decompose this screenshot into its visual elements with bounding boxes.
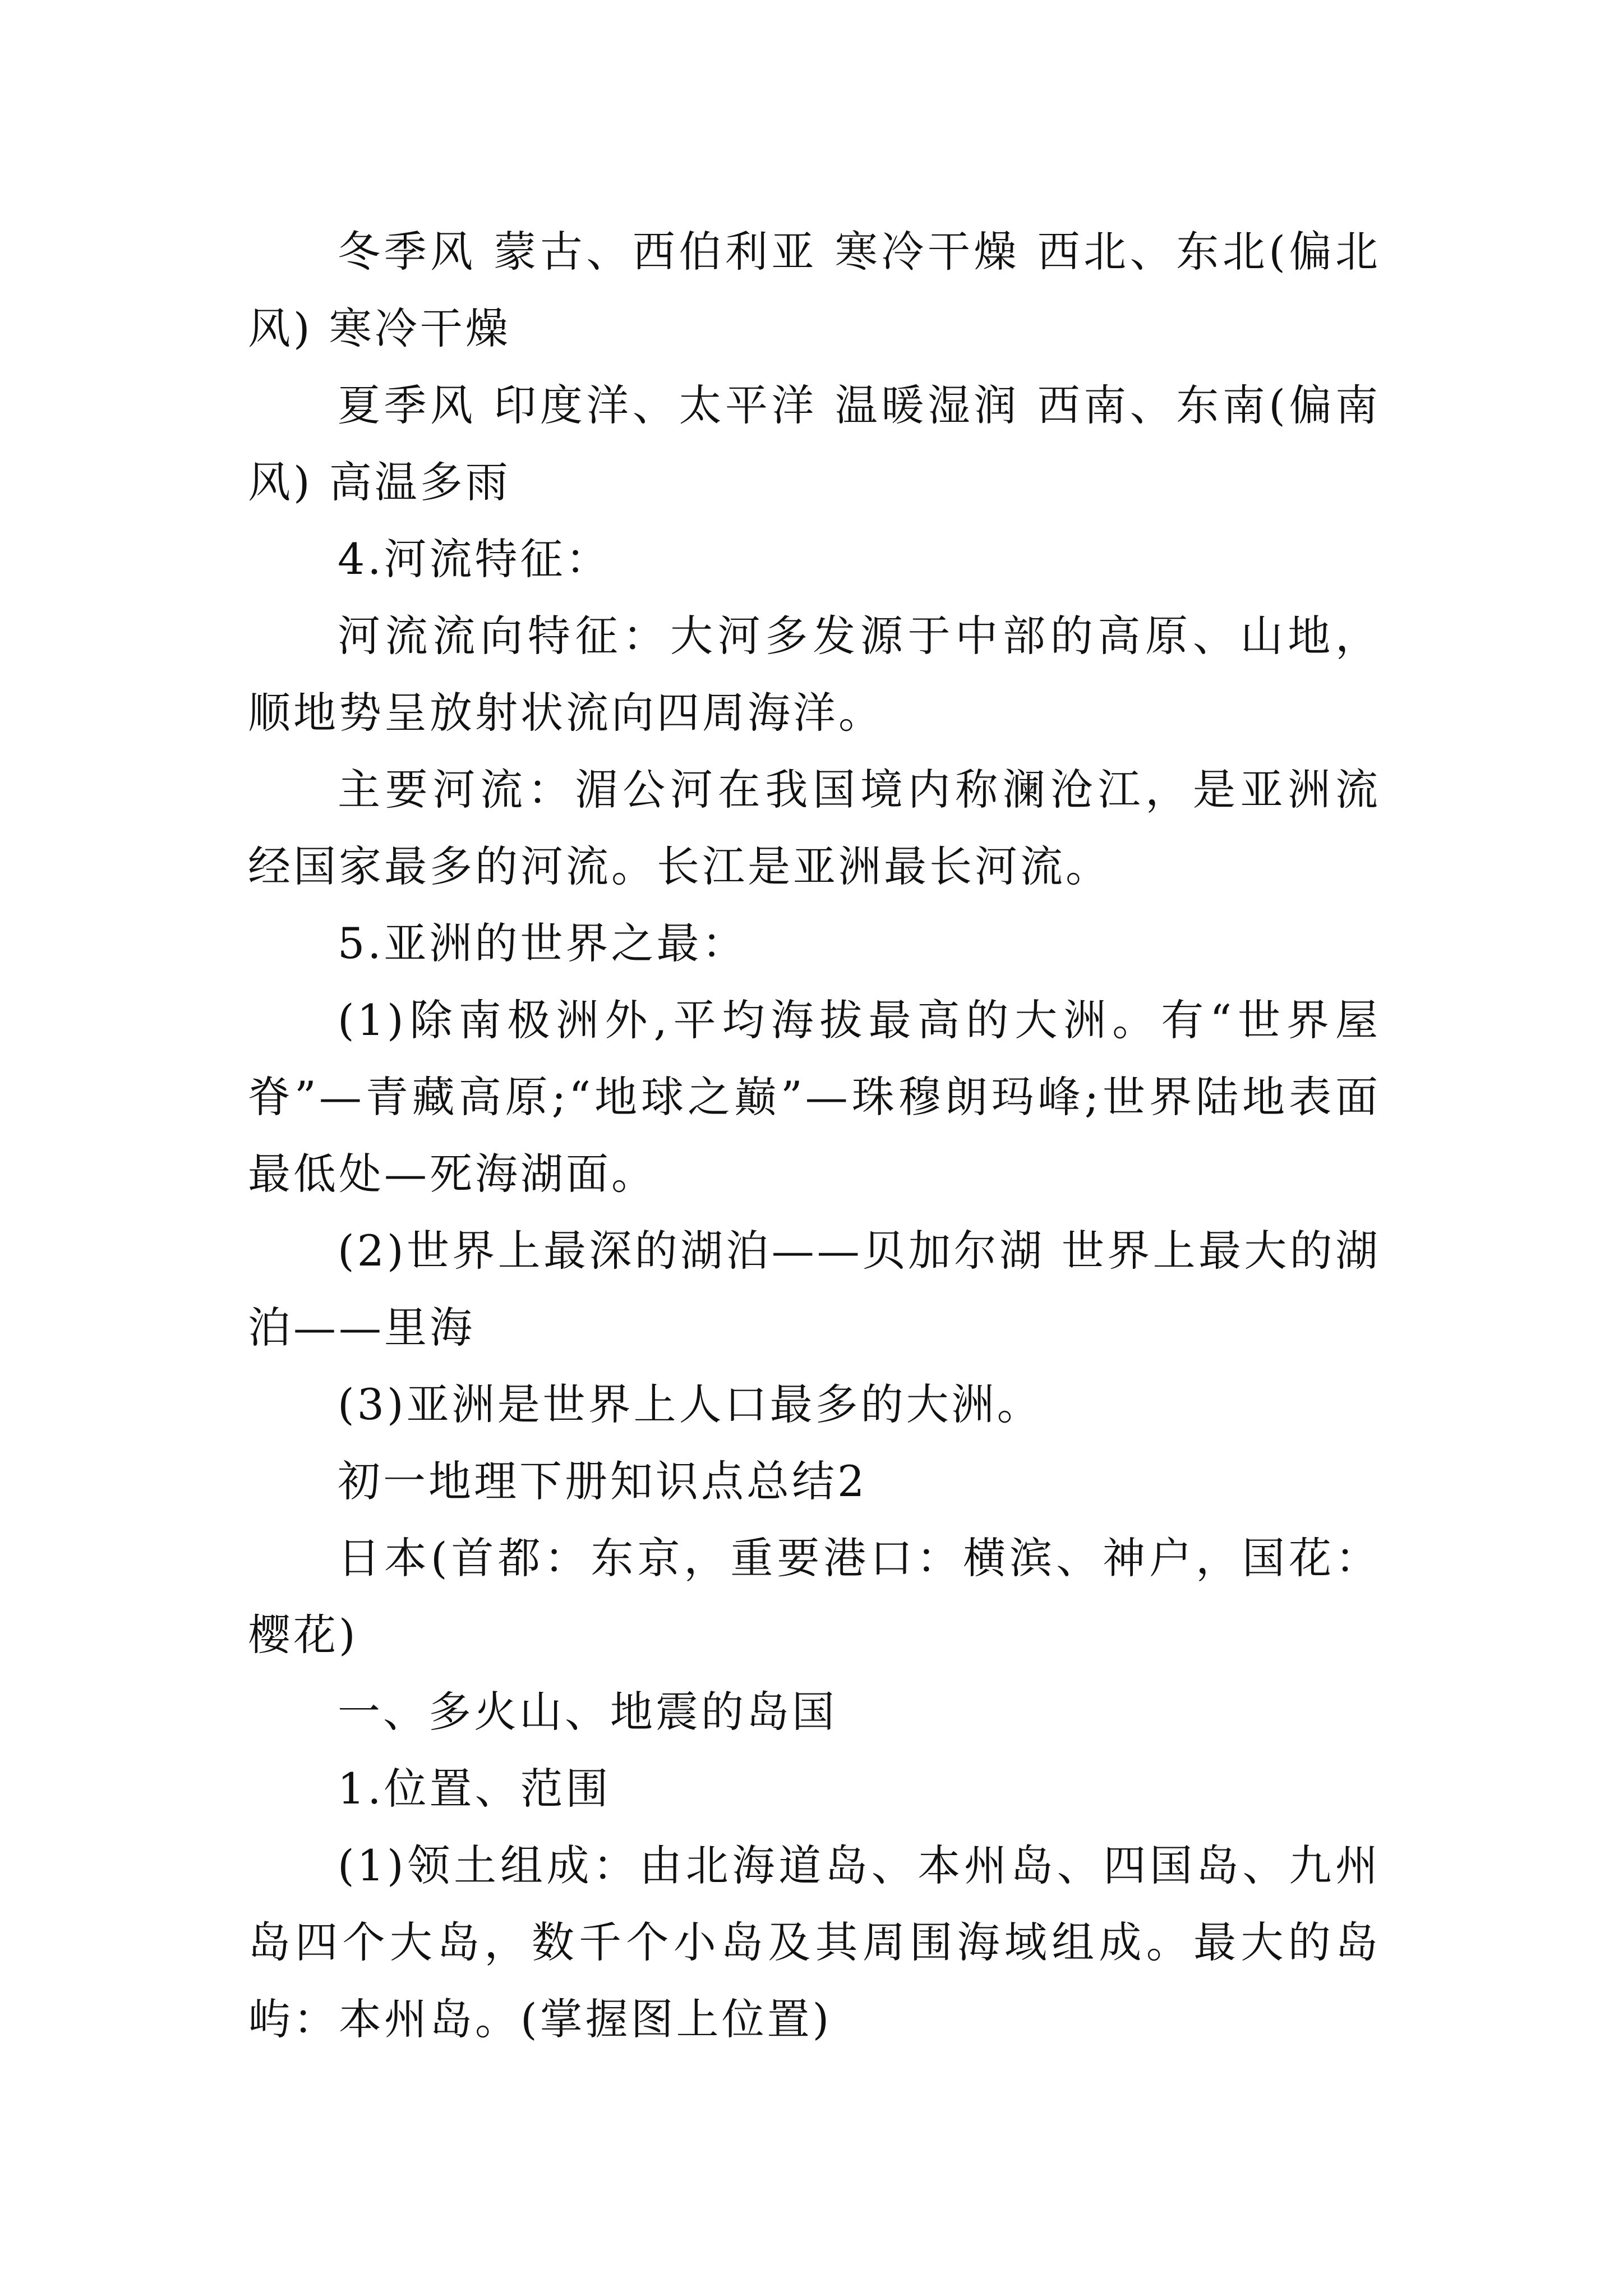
paragraph-record-3: (3)亚洲是世界上人口最多的大洲。 xyxy=(338,1379,1043,1429)
document-body xyxy=(248,213,1381,2058)
heading-asia-records: 5.亚洲的世界之最： xyxy=(338,918,748,968)
paragraph-winter-monsoon: 冬季风 蒙古、西伯利亚 寒冷干燥 西北、东北(偏北风) 寒冷干燥 xyxy=(248,227,1381,353)
paragraph-river-flow: 河流流向特征：大河多发源于中部的高原、山地，顺地势呈放射状流向四周海洋。 xyxy=(248,611,1381,738)
paragraph-record-2: (2)世界上最深的湖泊——贝加尔湖 世界上最大的湖泊——里海 xyxy=(248,1226,1381,1352)
paragraph-main-rivers: 主要河流：湄公河在我国境内称澜沧江，是亚洲流经国家最多的河流。长江是亚洲最长河流。 xyxy=(248,765,1381,891)
paragraph-territory: (1)领土组成：由北海道岛、本州岛、四国岛、九州岛四个大岛，数千个小岛及其周围海域组成。最大的岛屿：本州岛。(掌握图上位置) xyxy=(248,1841,1381,2044)
heading-location-range: 1.位置、范围 xyxy=(338,1764,611,1814)
section-title-summary-2: 初一地理下册知识点总结2 xyxy=(338,1456,868,1506)
paragraph-japan-intro: 日本(首都：东京，重要港口：横滨、神户，国花：樱花) xyxy=(248,1533,1381,1660)
heading-river-features: 4.河流特征： xyxy=(338,534,611,584)
heading-island-nation: 一、多火山、地震的岛国 xyxy=(338,1687,837,1737)
paragraph-summer-monsoon: 夏季风 印度洋、太平洋 温暖湿润 西南、东南(偏南风) 高温多雨 xyxy=(248,380,1381,507)
paragraph-record-1: (1)除南极洲外,平均海拔最高的大洲。有“世界屋脊”—青藏高原;“地球之巅”—珠穆朗玛峰;世界陆地表面最低处—死海湖面。 xyxy=(248,995,1381,1199)
